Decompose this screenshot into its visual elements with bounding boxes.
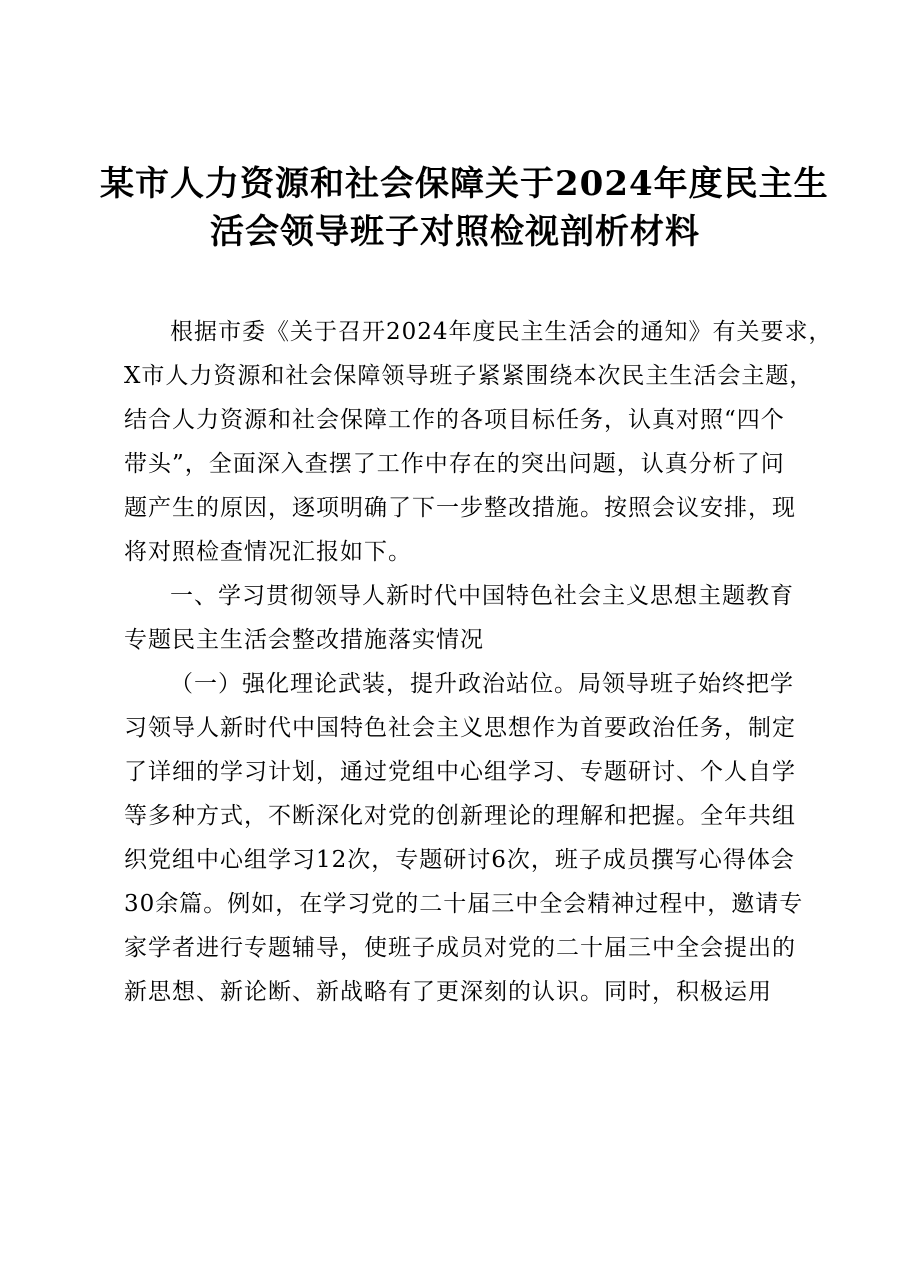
subsection-1-line-8: 新思想、新论断、新战略有了更深刻的认识。同时，积极运用 <box>124 979 772 1005</box>
title-line-1: 某市人力资源和社会保障关于2024年度民主生 <box>100 164 829 204</box>
section-1-heading-line-2: 专题民主生活会整改措施落实情况 <box>124 627 484 653</box>
document-title <box>100 160 829 256</box>
subsection-1-line-6: 30余篇。例如，在学习党的二十届三中全会精神过程中，邀请专 <box>124 891 804 917</box>
subsection-1-line-3: 了详细的学习计划，通过党组中心组学习、专题研讨、个人自学 <box>124 759 796 785</box>
subsection-1-line-1: （一）强化理论武装，提升政治站位。局领导班子始终把学 <box>170 671 794 697</box>
intro-line-5: 题产生的原因，逐项明确了下一步整改措施。按照会议安排，现 <box>124 495 796 521</box>
subsection-1-paragraph <box>124 662 804 1014</box>
section-1-heading <box>124 574 804 662</box>
intro-line-3: 结合人力资源和社会保障工作的各项目标任务，认真对照“四个 <box>124 407 785 433</box>
subsection-1-line-7: 家学者进行专题辅导，使班子成员对党的二十届三中全会提出的 <box>124 935 796 961</box>
intro-line-2: X市人力资源和社会保障领导班子紧紧围绕本次民主生活会主题， <box>124 363 814 389</box>
title-line-2: 活会领导班子对照检视剖析材料 <box>210 212 700 252</box>
intro-line-4: 带头”，全面深入查摆了工作中存在的突出问题，认真分析了问 <box>124 451 785 477</box>
subsection-1-line-2: 习领导人新时代中国特色社会主义思想作为首要政治任务，制定 <box>124 715 796 741</box>
subsection-1-line-5: 织党组中心组学习12次，专题研讨6次，班子成员撰写心得体会 <box>124 847 795 873</box>
section-1-heading-line-1: 一、学习贯彻领导人新时代中国特色社会主义思想主题教育 <box>170 583 794 609</box>
intro-line-6: 将对照检查情况汇报如下。 <box>124 539 412 565</box>
subsection-1-line-4: 等多种方式，不断深化对党的创新理论的理解和把握。全年共组 <box>124 803 796 829</box>
intro-line-1: 根据市委《关于召开2024年度民主生活会的通知》有关要求， <box>170 319 833 345</box>
document-body <box>124 310 833 1014</box>
intro-paragraph <box>124 310 833 574</box>
